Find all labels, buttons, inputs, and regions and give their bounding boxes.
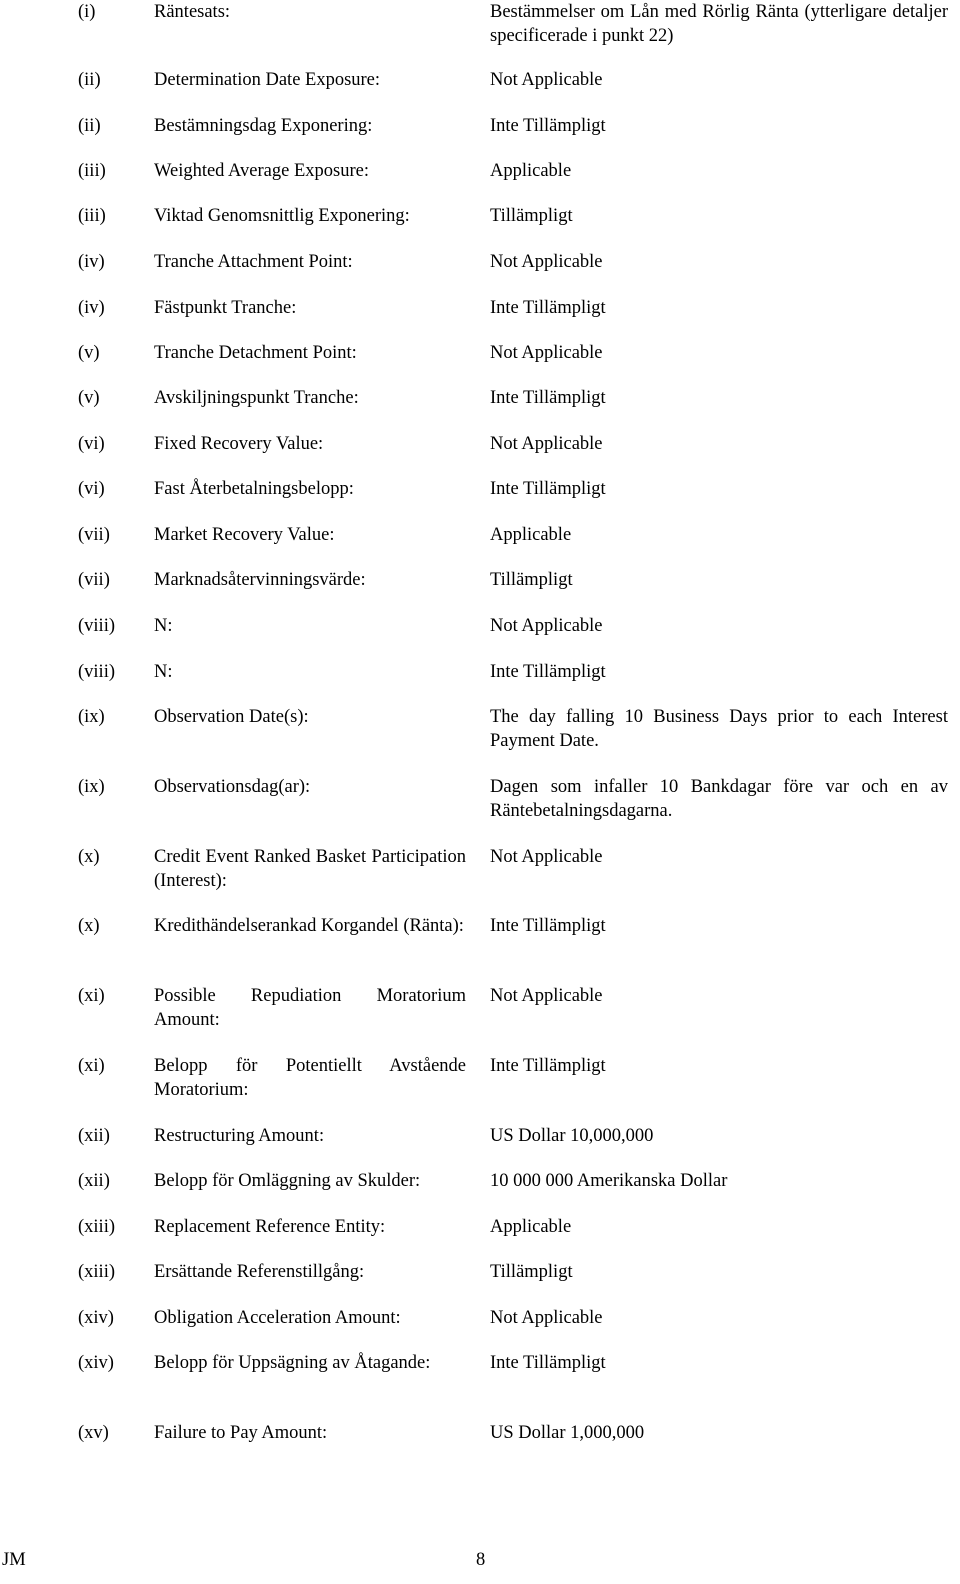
clause-label: Fast Återbetalningsbelopp: xyxy=(154,479,354,499)
clause-value: Not Applicable xyxy=(490,616,603,636)
clause-value: Applicable xyxy=(490,161,572,181)
clause-value: Bestämmelser om Lån med Rörlig Ränta (ytterligare detaljer specificerade i punkt 22) xyxy=(490,2,948,46)
clause-value: Inte Tillämpligt xyxy=(490,116,606,136)
clause-value: Tillämpligt xyxy=(490,1262,573,1282)
clause-label: Bestämningsdag Exponering: xyxy=(154,116,373,136)
clause-number: (xi) xyxy=(78,1056,105,1076)
clause-value: Dagen som infaller 10 Bankdagar före var och en av Räntebetalningsdagarna. xyxy=(490,777,948,821)
clause-number: (vi) xyxy=(78,434,105,454)
clause-number: (viii) xyxy=(78,662,115,682)
clause-number: (x) xyxy=(78,916,100,936)
clause-value: Inte Tillämpligt xyxy=(490,388,606,408)
clause-value: Tillämpligt xyxy=(490,570,573,590)
clause-label: Belopp för Uppsägning av Åtagande: xyxy=(154,1353,431,1373)
clause-value: Not Applicable xyxy=(490,343,603,363)
clause-number: (vi) xyxy=(78,479,105,499)
clause-number: (vii) xyxy=(78,570,110,590)
clause-label: N: xyxy=(154,662,173,682)
clause-number: (ii) xyxy=(78,116,101,136)
clause-label: Observationsdag(ar): xyxy=(154,777,311,797)
clause-number: (iv) xyxy=(78,252,105,272)
clause-label: Replacement Reference Entity: xyxy=(154,1217,386,1237)
clause-label: Viktad Genomsnittlig Exponering: xyxy=(154,206,410,226)
clause-label: Obligation Acceleration Amount: xyxy=(154,1308,401,1328)
clause-value: Not Applicable xyxy=(490,847,603,867)
clause-label: Kredithändelserankad Korgandel (Ränta): xyxy=(154,916,464,936)
clause-value: Not Applicable xyxy=(490,70,603,90)
clause-number: (xii) xyxy=(78,1126,110,1146)
clause-value: 10 000 000 Amerikanska Dollar xyxy=(490,1171,728,1191)
page-number: 8 xyxy=(476,1550,486,1570)
clause-number: (ix) xyxy=(78,777,105,797)
clause-number: (xi) xyxy=(78,986,105,1006)
clause-label: Tranche Detachment Point: xyxy=(154,343,357,363)
clause-label: Credit Event Ranked Basket Participation (Interest): xyxy=(154,847,466,891)
clause-number: (xiv) xyxy=(78,1353,114,1373)
clause-value: Not Applicable xyxy=(490,434,603,454)
clause-label: N: xyxy=(154,616,173,636)
clause-label: Market Recovery Value: xyxy=(154,525,335,545)
clause-label: Marknadsåtervinningsvärde: xyxy=(154,570,366,590)
clause-label: Ersättande Referenstillgång: xyxy=(154,1262,365,1282)
clause-number: (i) xyxy=(78,2,96,22)
clause-label: Observation Date(s): xyxy=(154,707,309,727)
clause-label: Fästpunkt Tranche: xyxy=(154,298,297,318)
clause-value: Inte Tillämpligt xyxy=(490,1353,606,1373)
clause-value: US Dollar 10,000,000 xyxy=(490,1126,654,1146)
clause-number: (v) xyxy=(78,343,100,363)
clause-number: (xiii) xyxy=(78,1217,115,1237)
clause-value: Not Applicable xyxy=(490,252,603,272)
clause-number: (xii) xyxy=(78,1171,110,1191)
clause-label: Possible Repudiation Moratorium Amount: xyxy=(154,986,466,1030)
clause-value: Tillämpligt xyxy=(490,206,573,226)
clause-number: (iv) xyxy=(78,298,105,318)
clause-value: Inte Tillämpligt xyxy=(490,479,606,499)
clause-number: (iii) xyxy=(78,206,106,226)
clause-label: Belopp för Potentiellt Avstående Moratorium: xyxy=(154,1056,466,1100)
clause-value: Inte Tillämpligt xyxy=(490,916,606,936)
clause-number: (xiii) xyxy=(78,1262,115,1282)
clause-label: Tranche Attachment Point: xyxy=(154,252,353,272)
clause-number: (iii) xyxy=(78,161,106,181)
clause-number: (xv) xyxy=(78,1423,109,1443)
clause-number: (viii) xyxy=(78,616,115,636)
clause-value: Applicable xyxy=(490,525,572,545)
clause-number: (vii) xyxy=(78,525,110,545)
clause-label: Belopp för Omläggning av Skulder: xyxy=(154,1171,421,1191)
clause-value: Inte Tillämpligt xyxy=(490,662,606,682)
clause-label: Weighted Average Exposure: xyxy=(154,161,369,181)
clause-label: Räntesats: xyxy=(154,2,231,22)
clause-label: Failure to Pay Amount: xyxy=(154,1423,328,1443)
clause-value: Not Applicable xyxy=(490,1308,603,1328)
clause-value: Inte Tillämpligt xyxy=(490,1056,606,1076)
footer-initials: JM xyxy=(2,1550,26,1570)
clause-value: Not Applicable xyxy=(490,986,603,1006)
clause-number: (ix) xyxy=(78,707,105,727)
clause-value: Applicable xyxy=(490,1217,572,1237)
clause-number: (ii) xyxy=(78,70,101,90)
clause-label: Avskiljningspunkt Tranche: xyxy=(154,388,359,408)
clause-label: Fixed Recovery Value: xyxy=(154,434,324,454)
clause-number: (v) xyxy=(78,388,100,408)
clause-number: (x) xyxy=(78,847,100,867)
clause-value: US Dollar 1,000,000 xyxy=(490,1423,645,1443)
clause-label: Restructuring Amount: xyxy=(154,1126,325,1146)
clause-label: Determination Date Exposure: xyxy=(154,70,381,90)
clause-number: (xiv) xyxy=(78,1308,114,1328)
clause-value: The day falling 10 Business Days prior to each Interest Payment Date. xyxy=(490,707,948,751)
clause-value: Inte Tillämpligt xyxy=(490,298,606,318)
